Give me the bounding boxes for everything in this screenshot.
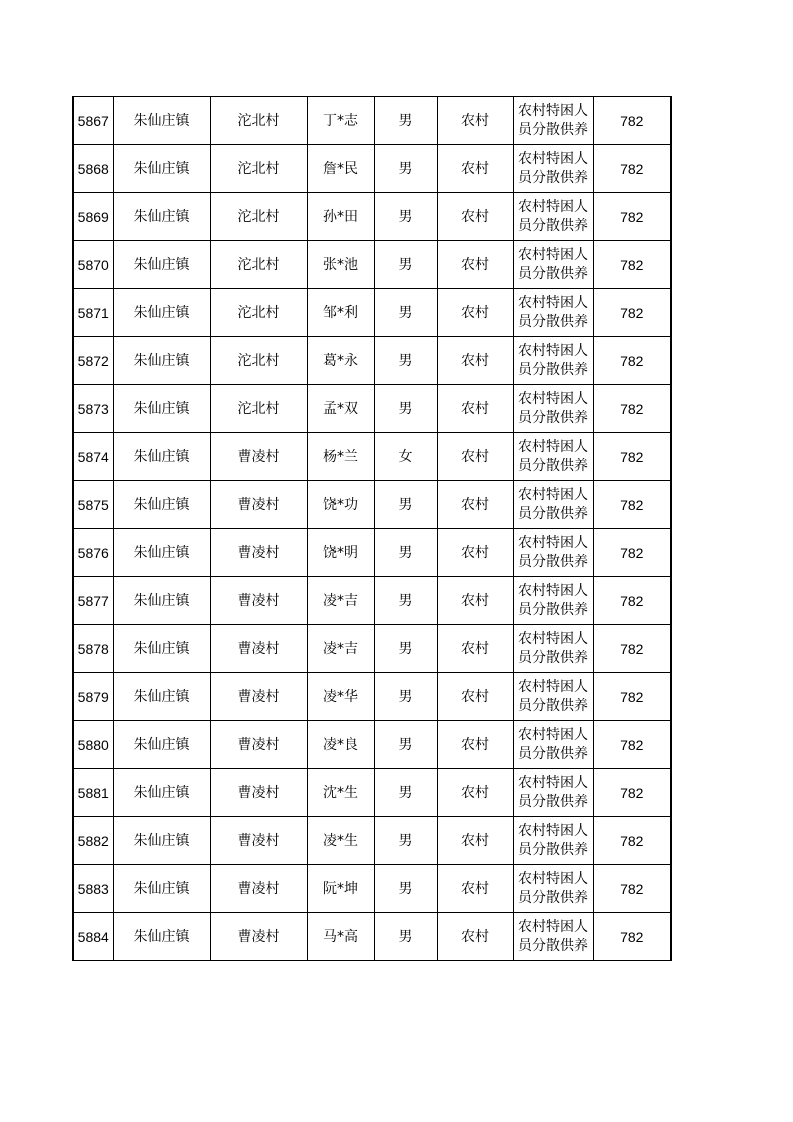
gender-cell: 男 xyxy=(374,529,437,577)
name-cell: 邹*利 xyxy=(307,289,374,337)
town-cell: 朱仙庄镇 xyxy=(113,913,210,961)
gender-cell: 男 xyxy=(374,97,437,145)
id-cell: 5871 xyxy=(73,289,113,337)
name-cell: 饶*明 xyxy=(307,529,374,577)
table-row xyxy=(73,481,671,529)
name-cell: 沈*生 xyxy=(307,769,374,817)
amount-cell: 782 xyxy=(593,241,671,289)
amount-cell: 782 xyxy=(593,193,671,241)
amount-cell: 782 xyxy=(593,481,671,529)
village-cell: 沱北村 xyxy=(210,193,307,241)
village-cell: 曹凌村 xyxy=(210,721,307,769)
residence-cell: 农村 xyxy=(437,193,513,241)
table-row xyxy=(73,817,671,865)
id-cell: 5874 xyxy=(73,433,113,481)
category-cell: 农村特困人员分散供养 xyxy=(513,97,593,145)
gender-cell: 男 xyxy=(374,193,437,241)
town-cell: 朱仙庄镇 xyxy=(113,481,210,529)
id-cell: 5883 xyxy=(73,865,113,913)
id-cell: 5880 xyxy=(73,721,113,769)
village-cell: 曹凌村 xyxy=(210,481,307,529)
category-cell: 农村特困人员分散供养 xyxy=(513,817,593,865)
id-cell: 5882 xyxy=(73,817,113,865)
name-cell: 阮*坤 xyxy=(307,865,374,913)
id-cell: 5881 xyxy=(73,769,113,817)
residence-cell: 农村 xyxy=(437,433,513,481)
village-cell: 曹凌村 xyxy=(210,529,307,577)
amount-cell: 782 xyxy=(593,385,671,433)
id-cell: 5875 xyxy=(73,481,113,529)
table-row xyxy=(73,289,671,337)
name-cell: 凌*生 xyxy=(307,817,374,865)
name-cell: 凌*华 xyxy=(307,673,374,721)
amount-cell: 782 xyxy=(593,625,671,673)
gender-cell: 男 xyxy=(374,577,437,625)
amount-cell: 782 xyxy=(593,529,671,577)
category-cell: 农村特困人员分散供养 xyxy=(513,769,593,817)
category-cell: 农村特困人员分散供养 xyxy=(513,481,593,529)
gender-cell: 男 xyxy=(374,625,437,673)
name-cell: 凌*吉 xyxy=(307,577,374,625)
amount-cell: 782 xyxy=(593,817,671,865)
residence-cell: 农村 xyxy=(437,817,513,865)
village-cell: 曹凌村 xyxy=(210,865,307,913)
town-cell: 朱仙庄镇 xyxy=(113,241,210,289)
residence-cell: 农村 xyxy=(437,721,513,769)
gender-cell: 男 xyxy=(374,481,437,529)
town-cell: 朱仙庄镇 xyxy=(113,721,210,769)
town-cell: 朱仙庄镇 xyxy=(113,577,210,625)
category-cell: 农村特困人员分散供养 xyxy=(513,145,593,193)
gender-cell: 男 xyxy=(374,673,437,721)
category-cell: 农村特困人员分散供养 xyxy=(513,529,593,577)
village-cell: 曹凌村 xyxy=(210,433,307,481)
category-cell: 农村特困人员分散供养 xyxy=(513,721,593,769)
name-cell: 马*高 xyxy=(307,913,374,961)
town-cell: 朱仙庄镇 xyxy=(113,817,210,865)
table-row xyxy=(73,145,671,193)
table-row xyxy=(73,913,671,961)
town-cell: 朱仙庄镇 xyxy=(113,385,210,433)
residence-cell: 农村 xyxy=(437,385,513,433)
gender-cell: 男 xyxy=(374,385,437,433)
category-cell: 农村特困人员分散供养 xyxy=(513,241,593,289)
gender-cell: 男 xyxy=(374,241,437,289)
gender-cell: 男 xyxy=(374,145,437,193)
residence-cell: 农村 xyxy=(437,529,513,577)
table-row xyxy=(73,193,671,241)
residence-cell: 农村 xyxy=(437,865,513,913)
table-row xyxy=(73,241,671,289)
name-cell: 孟*双 xyxy=(307,385,374,433)
residence-cell: 农村 xyxy=(437,337,513,385)
beneficiary-table xyxy=(72,96,672,961)
table-row xyxy=(73,337,671,385)
village-cell: 沱北村 xyxy=(210,289,307,337)
town-cell: 朱仙庄镇 xyxy=(113,289,210,337)
gender-cell: 男 xyxy=(374,337,437,385)
town-cell: 朱仙庄镇 xyxy=(113,625,210,673)
name-cell: 葛*永 xyxy=(307,337,374,385)
table-row xyxy=(73,577,671,625)
id-cell: 5867 xyxy=(73,97,113,145)
category-cell: 农村特困人员分散供养 xyxy=(513,193,593,241)
town-cell: 朱仙庄镇 xyxy=(113,337,210,385)
table-row xyxy=(73,529,671,577)
amount-cell: 782 xyxy=(593,577,671,625)
residence-cell: 农村 xyxy=(437,913,513,961)
amount-cell: 782 xyxy=(593,337,671,385)
name-cell: 杨*兰 xyxy=(307,433,374,481)
id-cell: 5873 xyxy=(73,385,113,433)
residence-cell: 农村 xyxy=(437,241,513,289)
gender-cell: 男 xyxy=(374,721,437,769)
table-body xyxy=(73,97,671,961)
name-cell: 丁*志 xyxy=(307,97,374,145)
amount-cell: 782 xyxy=(593,289,671,337)
name-cell: 凌*吉 xyxy=(307,625,374,673)
town-cell: 朱仙庄镇 xyxy=(113,433,210,481)
id-cell: 5869 xyxy=(73,193,113,241)
category-cell: 农村特困人员分散供养 xyxy=(513,625,593,673)
category-cell: 农村特困人员分散供养 xyxy=(513,433,593,481)
village-cell: 沱北村 xyxy=(210,337,307,385)
residence-cell: 农村 xyxy=(437,625,513,673)
residence-cell: 农村 xyxy=(437,289,513,337)
gender-cell: 男 xyxy=(374,817,437,865)
town-cell: 朱仙庄镇 xyxy=(113,865,210,913)
table-row xyxy=(73,625,671,673)
amount-cell: 782 xyxy=(593,673,671,721)
town-cell: 朱仙庄镇 xyxy=(113,145,210,193)
amount-cell: 782 xyxy=(593,865,671,913)
id-cell: 5872 xyxy=(73,337,113,385)
town-cell: 朱仙庄镇 xyxy=(113,193,210,241)
amount-cell: 782 xyxy=(593,97,671,145)
name-cell: 詹*民 xyxy=(307,145,374,193)
village-cell: 曹凌村 xyxy=(210,913,307,961)
village-cell: 沱北村 xyxy=(210,145,307,193)
id-cell: 5870 xyxy=(73,241,113,289)
id-cell: 5876 xyxy=(73,529,113,577)
amount-cell: 782 xyxy=(593,913,671,961)
table-row xyxy=(73,433,671,481)
residence-cell: 农村 xyxy=(437,97,513,145)
id-cell: 5877 xyxy=(73,577,113,625)
name-cell: 凌*良 xyxy=(307,721,374,769)
id-cell: 5878 xyxy=(73,625,113,673)
table-row xyxy=(73,97,671,145)
residence-cell: 农村 xyxy=(437,145,513,193)
category-cell: 农村特困人员分散供养 xyxy=(513,337,593,385)
village-cell: 曹凌村 xyxy=(210,769,307,817)
id-cell: 5879 xyxy=(73,673,113,721)
table-row xyxy=(73,865,671,913)
category-cell: 农村特困人员分散供养 xyxy=(513,865,593,913)
id-cell: 5884 xyxy=(73,913,113,961)
village-cell: 曹凌村 xyxy=(210,817,307,865)
gender-cell: 男 xyxy=(374,865,437,913)
category-cell: 农村特困人员分散供养 xyxy=(513,913,593,961)
residence-cell: 农村 xyxy=(437,673,513,721)
village-cell: 沱北村 xyxy=(210,97,307,145)
town-cell: 朱仙庄镇 xyxy=(113,673,210,721)
amount-cell: 782 xyxy=(593,433,671,481)
table-row xyxy=(73,385,671,433)
gender-cell: 男 xyxy=(374,913,437,961)
category-cell: 农村特困人员分散供养 xyxy=(513,577,593,625)
table-row xyxy=(73,673,671,721)
amount-cell: 782 xyxy=(593,769,671,817)
gender-cell: 男 xyxy=(374,289,437,337)
village-cell: 曹凌村 xyxy=(210,625,307,673)
name-cell: 饶*功 xyxy=(307,481,374,529)
table-row xyxy=(73,769,671,817)
gender-cell: 男 xyxy=(374,769,437,817)
table-row xyxy=(73,721,671,769)
residence-cell: 农村 xyxy=(437,577,513,625)
category-cell: 农村特困人员分散供养 xyxy=(513,673,593,721)
amount-cell: 782 xyxy=(593,145,671,193)
town-cell: 朱仙庄镇 xyxy=(113,529,210,577)
town-cell: 朱仙庄镇 xyxy=(113,97,210,145)
gender-cell: 女 xyxy=(374,433,437,481)
village-cell: 曹凌村 xyxy=(210,673,307,721)
village-cell: 沱北村 xyxy=(210,241,307,289)
town-cell: 朱仙庄镇 xyxy=(113,769,210,817)
village-cell: 沱北村 xyxy=(210,385,307,433)
amount-cell: 782 xyxy=(593,721,671,769)
category-cell: 农村特困人员分散供养 xyxy=(513,385,593,433)
residence-cell: 农村 xyxy=(437,769,513,817)
category-cell: 农村特困人员分散供养 xyxy=(513,289,593,337)
id-cell: 5868 xyxy=(73,145,113,193)
name-cell: 张*池 xyxy=(307,241,374,289)
village-cell: 曹凌村 xyxy=(210,577,307,625)
residence-cell: 农村 xyxy=(437,481,513,529)
name-cell: 孙*田 xyxy=(307,193,374,241)
